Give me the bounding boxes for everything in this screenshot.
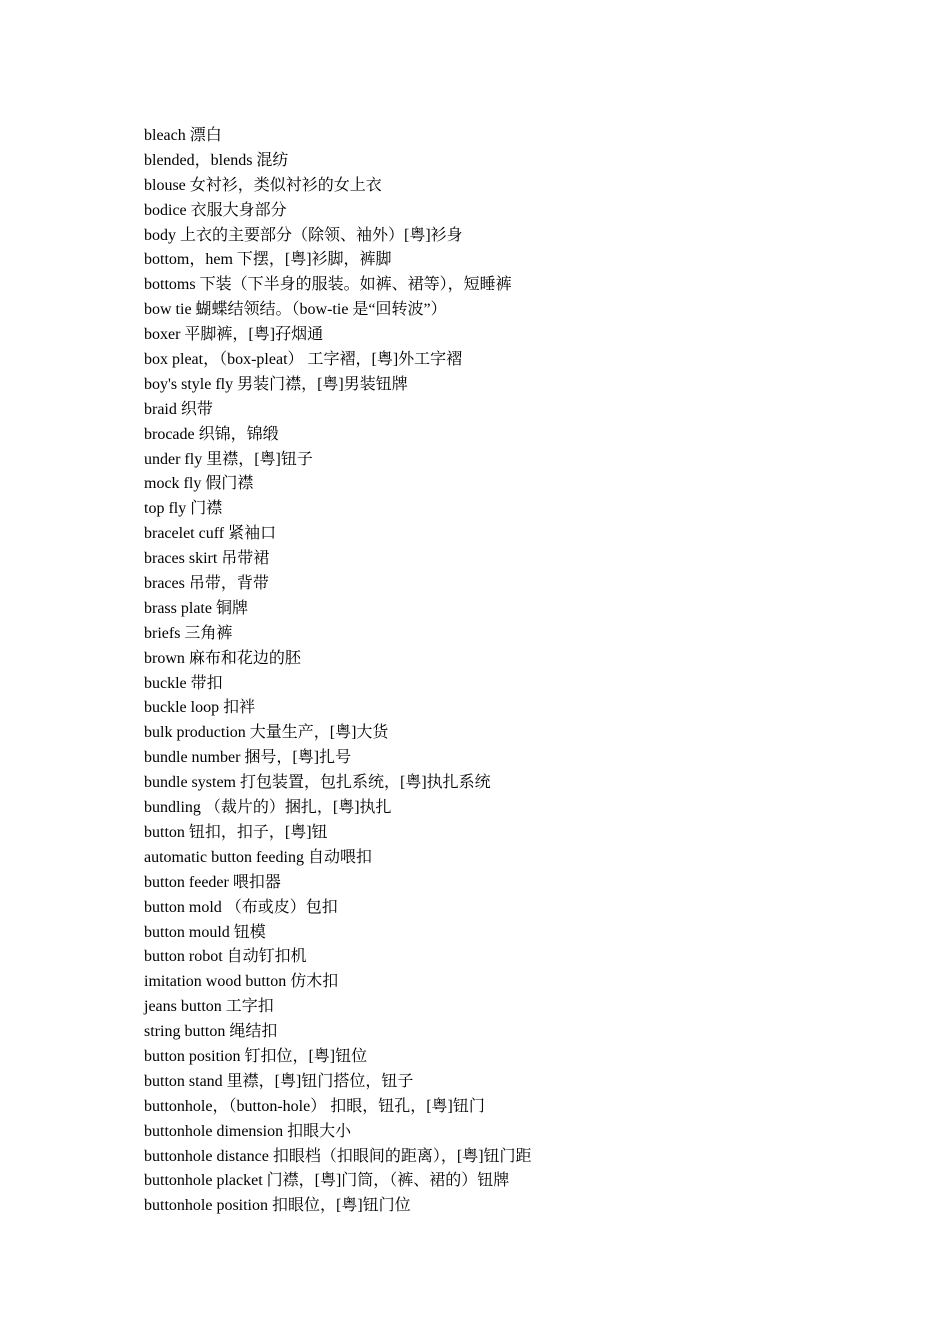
glossary-entry: boy's style fly 男装门襟，[粤]男装钮牌 xyxy=(144,375,408,393)
glossary-entry: box pleat，（box-pleat） 工字褶，[粤]外工字褶 xyxy=(144,351,463,369)
glossary-entry: buckle 带扣 xyxy=(144,674,223,692)
glossary-entry: bulk production 大量生产，[粤]大货 xyxy=(144,724,389,742)
glossary-entry: braces 吊带，背带 xyxy=(144,575,269,593)
glossary-entry: under fly 里襟，[粤]钮子 xyxy=(144,450,313,468)
glossary-entry: buttonhole position 扣眼位，[粤]钮门位 xyxy=(144,1197,411,1215)
glossary-entry: button feeder 喂扣器 xyxy=(144,873,281,891)
glossary-entry: button 钮扣，扣子，[粤]钮 xyxy=(144,823,328,841)
glossary-entry: bow tie 蝴蝶结领结。（bow-tie 是“回转波”） xyxy=(144,301,447,319)
glossary-entry: buttonhole dimension 扣眼大小 xyxy=(144,1122,352,1140)
glossary-entry: bodice 衣服大身部分 xyxy=(144,201,287,219)
glossary-entry: bottoms 下装（下半身的服装。如裤、裙等），短睡裤 xyxy=(144,276,512,294)
glossary-entry: automatic button feeding 自动喂扣 xyxy=(144,848,372,866)
glossary-entry: imitation wood button 仿木扣 xyxy=(144,973,339,991)
glossary-entry: briefs 三角裤 xyxy=(144,624,233,642)
glossary-entry: blouse 女衬衫，类似衬衫的女上衣 xyxy=(144,176,382,194)
glossary-entry: braces skirt 吊带裙 xyxy=(144,550,270,568)
glossary-entry: brocade 织锦，锦缎 xyxy=(144,425,279,443)
glossary-entry: body 上衣的主要部分（除领、袖外）[粤]衫身 xyxy=(144,226,463,244)
glossary-list xyxy=(144,124,532,1219)
glossary-entry: button stand 里襟，[粤]钮门搭位，钮子 xyxy=(144,1072,414,1090)
glossary-entry: boxer 平脚裤，[粤]孖烟通 xyxy=(144,326,324,344)
glossary-entry: brass plate 铜牌 xyxy=(144,599,248,617)
glossary-entry: bundle number 捆号，[粤]扎号 xyxy=(144,749,352,767)
glossary-entry: buttonhole，（button-hole） 扣眼，钮孔，[粤]钮门 xyxy=(144,1097,485,1115)
glossary-entry: buttonhole placket 门襟，[粤]门筒，（裤、裙的）钮牌 xyxy=(144,1172,510,1190)
glossary-entry: buttonhole distance 扣眼档（扣眼间的距离），[粤]钮门距 xyxy=(144,1147,532,1165)
glossary-entry: mock fly 假门襟 xyxy=(144,475,254,493)
glossary-entry: button robot 自动钉扣机 xyxy=(144,948,307,966)
glossary-entry: brown 麻布和花边的胚 xyxy=(144,649,301,667)
glossary-entry: string button 绳结扣 xyxy=(144,1023,278,1041)
glossary-entry: button mould 钮模 xyxy=(144,923,266,941)
glossary-entry: top fly 门襟 xyxy=(144,500,223,518)
glossary-entry: bottom，hem 下摆，[粤]衫脚，裤脚 xyxy=(144,251,392,269)
glossary-entry: bundle system 打包装置，包扎系统，[粤]执扎系统 xyxy=(144,774,491,792)
glossary-entry: buckle loop 扣袢 xyxy=(144,699,256,717)
glossary-entry: bracelet cuff 紧袖口 xyxy=(144,525,277,543)
glossary-entry: braid 织带 xyxy=(144,400,213,418)
glossary-entry: blended，blends 混纺 xyxy=(144,151,289,169)
glossary-entry: button mold （布或皮）包扣 xyxy=(144,898,338,916)
glossary-entry: bundling （裁片的）捆扎，[粤]执扎 xyxy=(144,799,392,817)
glossary-entry: jeans button 工字扣 xyxy=(144,998,274,1016)
glossary-entry: button position 钉扣位，[粤]钮位 xyxy=(144,1047,368,1065)
glossary-entry: bleach 漂白 xyxy=(144,127,222,144)
